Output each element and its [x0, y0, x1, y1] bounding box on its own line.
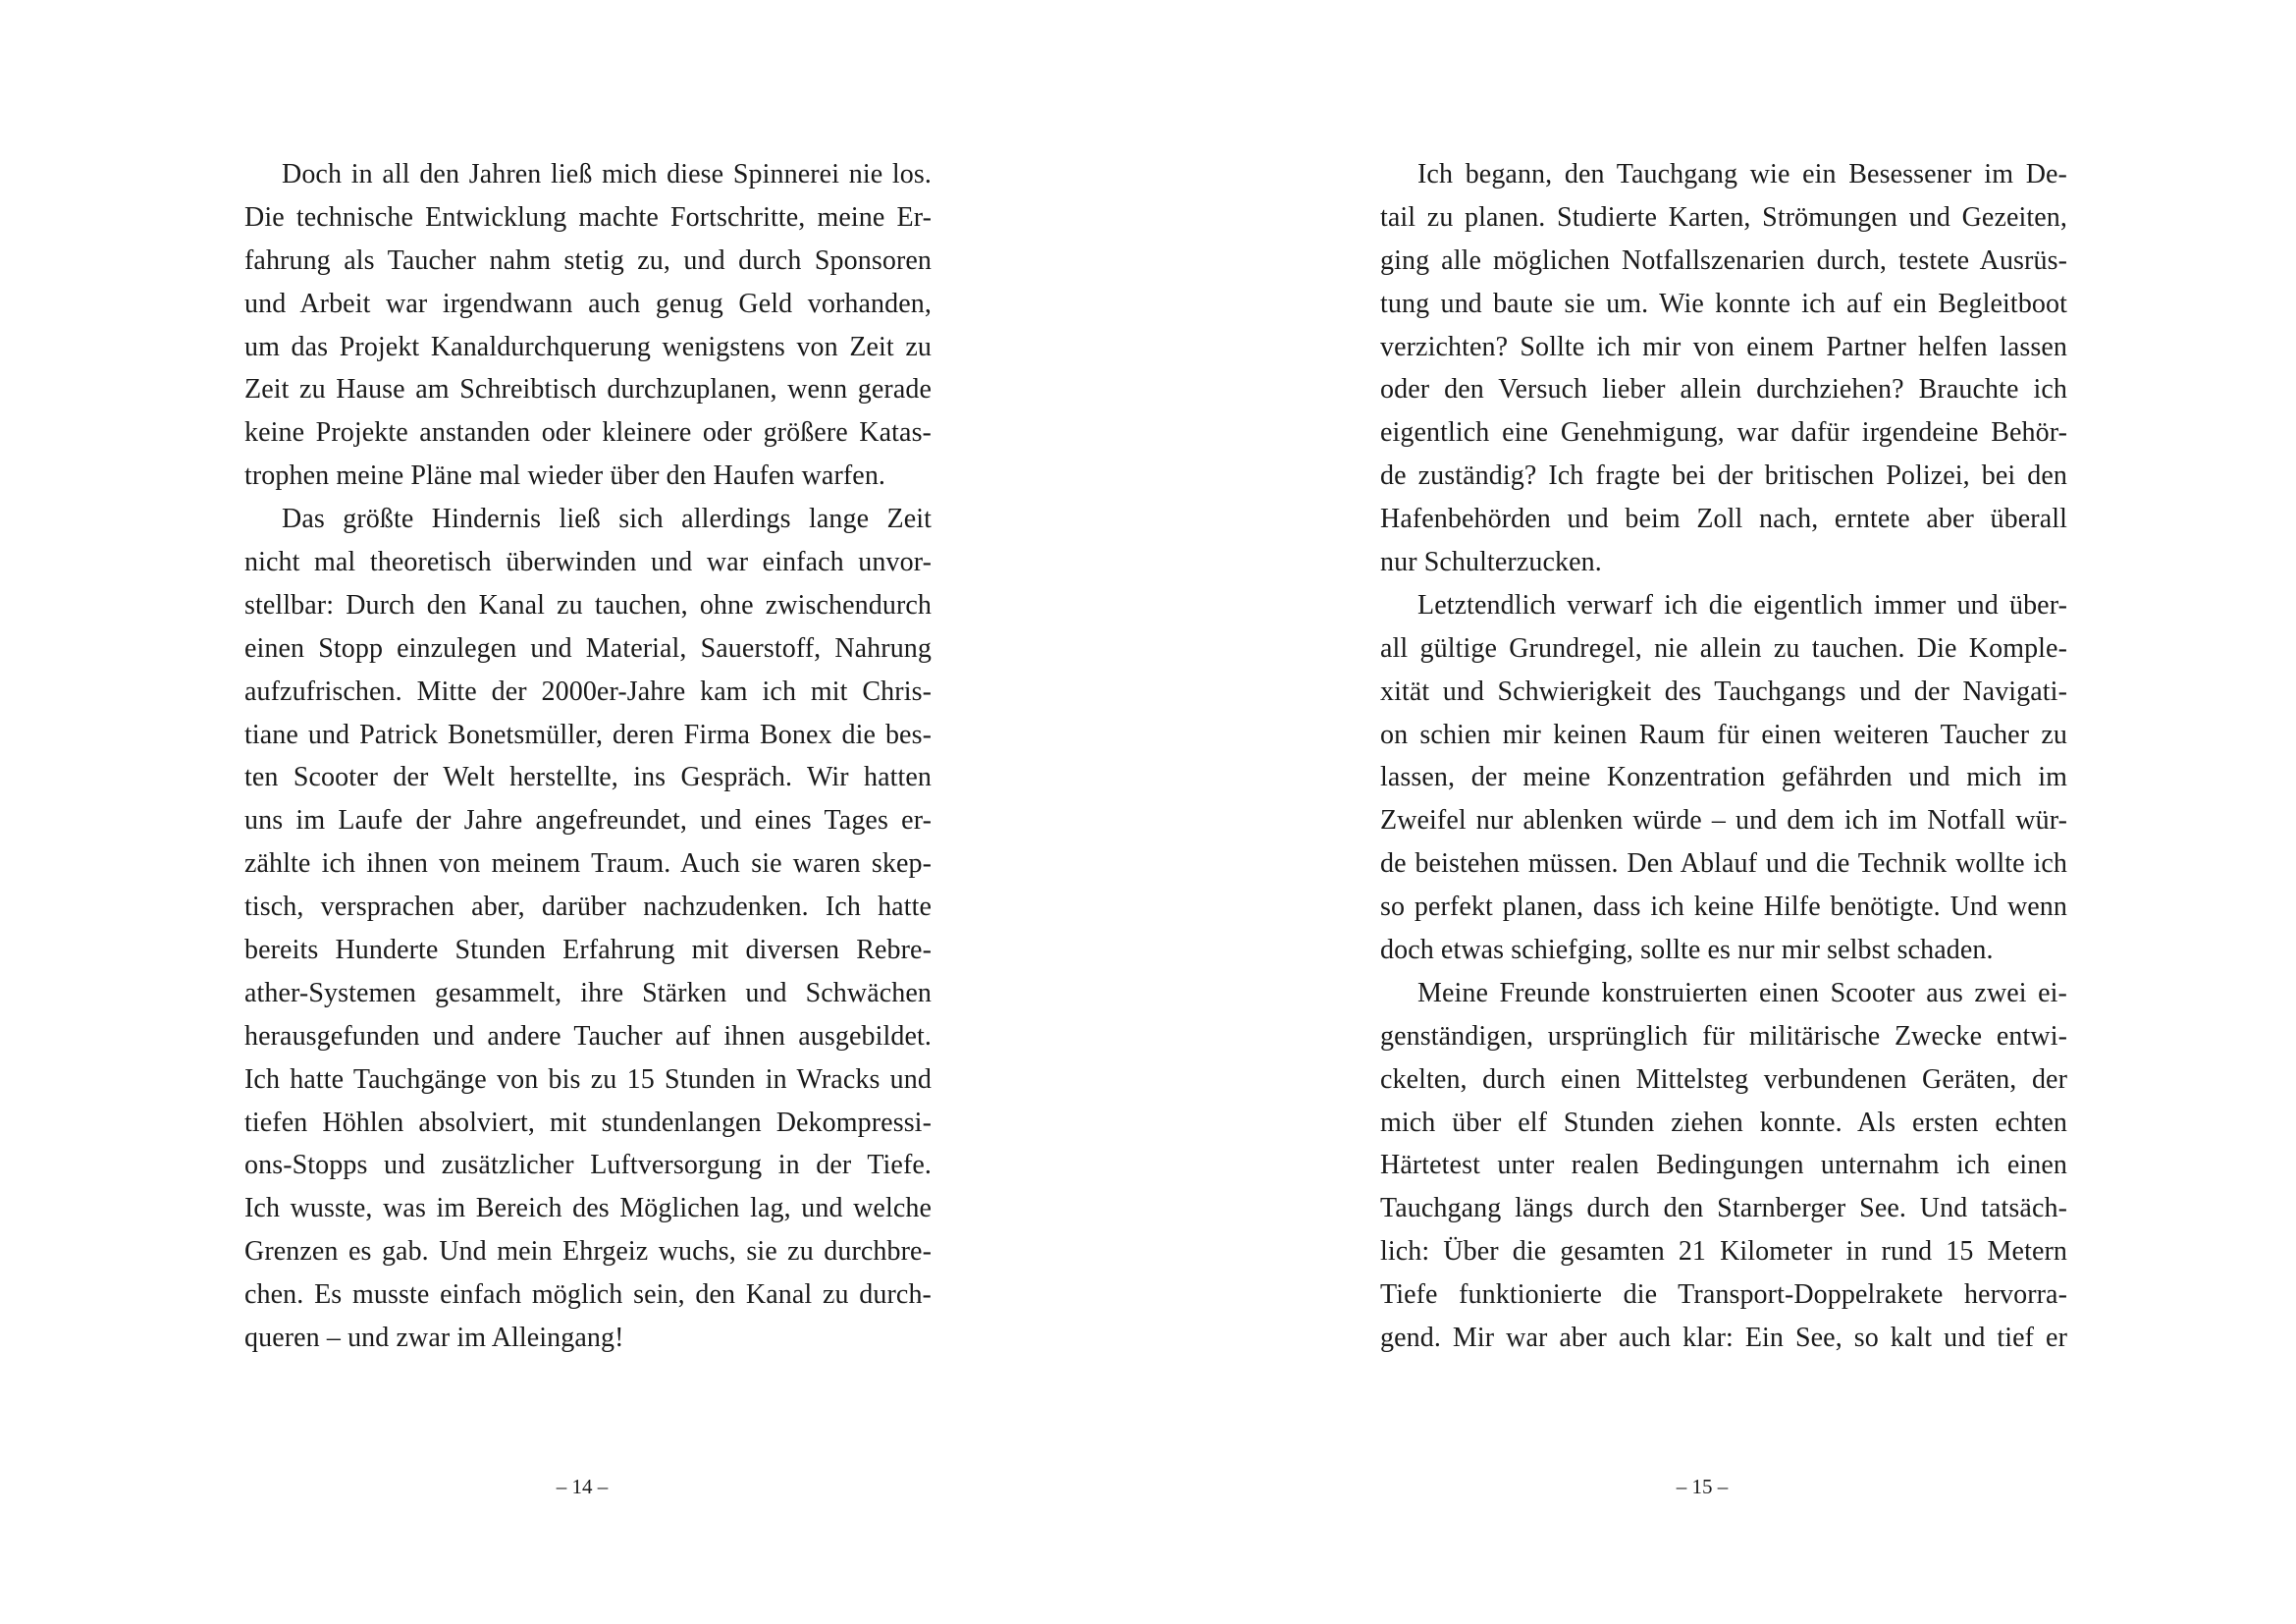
text-line: queren – und zwar im Alleingang!: [244, 1323, 624, 1354]
text-line: zählte ich ihnen von meinem Traum. Auch sie waren skep-: [244, 848, 932, 880]
text-line: xität und Schwierigkeit des Tauchgangs und der Navigati-: [1380, 676, 2067, 707]
page-number: – 15 –: [1676, 1475, 1729, 1498]
text-line: tisch, versprachen aber, darüber nachzudenken. Ich hatte: [244, 892, 932, 923]
right-page: [1148, 0, 2296, 1624]
text-line: uns im Laufe der Jahre angefreundet, und eines Tages er-: [244, 805, 932, 837]
text-line: Grenzen es gab. Und mein Ehrgeiz wuchs, sie zu durchbre-: [244, 1236, 932, 1268]
text-line: ons-Stopps und zusätzlicher Luftversorgung in der Tiefe.: [244, 1150, 932, 1181]
text-line: und Arbeit war irgendwann auch genug Geld vorhanden,: [244, 288, 932, 319]
text-line: Zeit zu Hause am Schreibtisch durchzuplanen, wenn gerade: [244, 374, 932, 406]
text-line: verzichten? Sollte ich mir von einem Partner helfen lassen: [1380, 331, 2067, 362]
text-line: Härtetest unter realen Bedingungen unternahm ich einen: [1380, 1150, 2067, 1181]
right-page-text: [1380, 153, 2067, 1360]
text-line: de beistehen müssen. Den Ablauf und die Technik wollte ich: [1380, 848, 2067, 880]
text-line: fahrung als Taucher nahm stetig zu, und durch Sponsoren: [244, 244, 932, 276]
text-line: ging alle möglichen Notfallszenarien durch, testete Ausrüs-: [1380, 244, 2067, 276]
text-line: um das Projekt Kanaldurchquerung wenigstens von Zeit zu: [244, 331, 932, 362]
text-line: Hafenbehörden und beim Zoll nach, erntete aber überall: [1380, 504, 2067, 535]
text-line: trophen meine Pläne mal wieder über den Haufen warfen.: [244, 460, 886, 492]
text-line: Doch in all den Jahren ließ mich diese Spinnerei nie los.: [282, 159, 932, 189]
text-line: tung und baute sie um. Wie konnte ich auf ein Begleitboot: [1380, 288, 2067, 319]
text-line: tiefen Höhlen absolviert, mit stundenlangen Dekompressi-: [244, 1107, 932, 1138]
text-line: Tiefe funktionierte die Transport-Doppelrakete hervorra-: [1380, 1279, 2067, 1311]
text-line: stellbar: Durch den Kanal zu tauchen, ohne zwischendurch: [244, 589, 932, 621]
text-line: nur Schulterzucken.: [1380, 547, 1602, 578]
text-line: ather-Systemen gesammelt, ihre Stärken und Schwächen: [244, 977, 932, 1008]
text-line: gend. Mir war aber auch klar: Ein See, so kalt und tief er: [1380, 1323, 2067, 1354]
text-line: herausgefunden und andere Taucher auf ihnen ausgebildet.: [244, 1020, 932, 1052]
text-line: Zweifel nur ablenken würde – und dem ich im Notfall wür-: [1380, 805, 2067, 837]
text-line: all gültige Grundregel, nie allein zu tauchen. Die Komple-: [1380, 632, 2067, 664]
text-line: lich: Über die gesamten 21 Kilometer in rund 15 Metern: [1380, 1236, 2067, 1268]
text-line: tiane und Patrick Bonetsmüller, deren Firma Bonex die bes-: [244, 719, 932, 750]
text-line: eigentlich eine Genehmigung, war dafür irgendeine Behör-: [1380, 417, 2067, 449]
text-line: Ich hatte Tauchgänge von bis zu 15 Stunden in Wracks und: [244, 1063, 932, 1095]
left-page-text: [244, 153, 932, 1360]
text-line: so perfekt planen, dass ich keine Hilfe benötigte. Und wenn: [1380, 892, 2067, 923]
text-line: bereits Hunderte Stunden Erfahrung mit diversen Rebre-: [244, 935, 932, 966]
text-line: genständigen, ursprünglich für militärische Zwecke entwi-: [1380, 1020, 2067, 1052]
text-line: lassen, der meine Konzentration gefährden und mich im: [1380, 762, 2067, 793]
text-line: de zuständig? Ich fragte bei der britischen Polizei, bei den: [1380, 460, 2067, 492]
text-line: nicht mal theoretisch überwinden und war einfach unvor-: [244, 547, 932, 578]
text-line: Meine Freunde konstruierten einen Scooter aus zwei ei-: [1417, 977, 2067, 1008]
text-line: einen Stopp einzulegen und Material, Sauerstoff, Nahrung: [244, 632, 932, 664]
text-line: Letztendlich verwarf ich die eigentlich immer und über-: [1417, 589, 2067, 621]
text-line: oder den Versuch lieber allein durchziehen? Brauchte ich: [1380, 374, 2067, 406]
text-line: Ich wusste, was im Bereich des Möglichen lag, und welche: [244, 1193, 932, 1224]
text-line: doch etwas schiefging, sollte es nur mir selbst schaden.: [1380, 935, 1994, 966]
text-line: Ich begann, den Tauchgang wie ein Besessener im De-: [1417, 159, 2067, 189]
text-line: Tauchgang längs durch den Starnberger See. Und tatsäch-: [1380, 1193, 2067, 1224]
page-number: – 14 –: [556, 1475, 609, 1498]
text-line: Das größte Hindernis ließ sich allerdings lange Zeit: [282, 504, 932, 535]
text-line: keine Projekte anstanden oder kleinere oder größere Katas-: [244, 417, 932, 449]
text-line: tail zu planen. Studierte Karten, Strömungen und Gezeiten,: [1380, 201, 2067, 233]
text-line: Die technische Entwicklung machte Fortschritte, meine Er-: [244, 201, 932, 233]
text-line: chen. Es musste einfach möglich sein, den Kanal zu durch-: [244, 1279, 932, 1311]
text-line: on schien mir keinen Raum für einen weiteren Taucher zu: [1380, 719, 2067, 750]
text-line: ckelten, durch einen Mittelsteg verbundenen Geräten, der: [1380, 1063, 2067, 1095]
text-line: mich über elf Stunden ziehen konnte. Als ersten echten: [1380, 1107, 2067, 1138]
text-line: ten Scooter der Welt herstellte, ins Gespräch. Wir hatten: [244, 762, 932, 793]
text-line: aufzufrischen. Mitte der 2000er-Jahre kam ich mit Chris-: [244, 676, 932, 707]
